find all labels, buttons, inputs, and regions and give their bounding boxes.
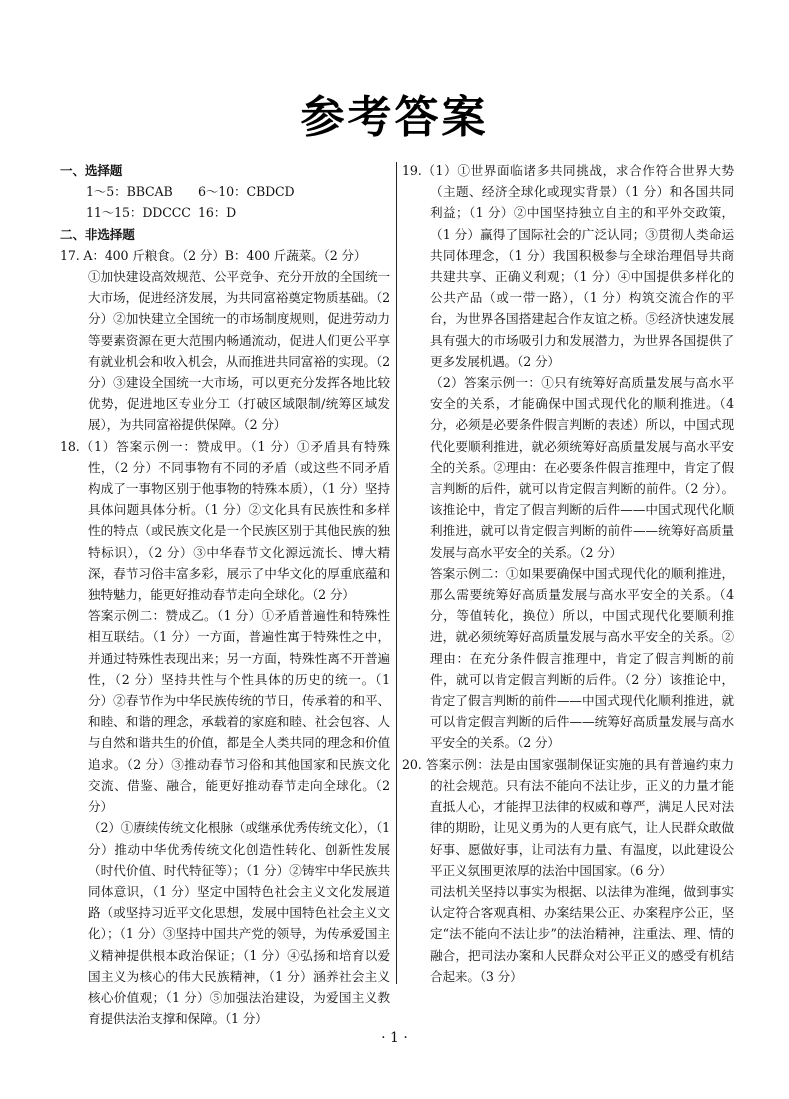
choice-answers-row-2 xyxy=(60,202,390,223)
section-heading-non-choice: 二、非选择题 xyxy=(60,226,135,242)
question-17-answer: ①加快建设高效规范、公平竞争、充分开放的全国统一大市场，促进经济发展，为共同富裕奠定物质基础。（2 分）②加快建立全国统一的市场制度规则，促进劳动力等要素资源在更大范围内畅通流动，促进人们更公平享有就业机会和收入机会，从而推进共同富裕的实现。（2 分）③建设全国统一大市场，可以更充分发挥各地比较优势，促进地区专业分工（打破区域限制/统筹区域发展），为共同富裕提供保障。（2 分） xyxy=(88,269,390,433)
section-heading-choice: 一、选择题 xyxy=(60,163,123,178)
question-18-answer-2: （2）①赓续传统文化根脉（或继承优秀传统文化），（1 分）推动中华优秀传统文化创造性转化、创新性发展（时代价值、时代特征等）；（1 分）②铸牢中华民族共同体意识，（1 分）坚定中国特色社会主义文化发展道路（或坚持习近平文化思想，发展中国特色社会主义文化）；（1 分）③坚持中国共产党的领导，为传承爱国主义精神提供根本政治保证；（1 分）④弘扬和培育以爱国主义为核心的伟大民族精神，（1 分）涵养社会主义核心价值观；（1 分）⑤加强法治建设，为爱国主义教育提供法治支撑和保障。（1 分） xyxy=(88,820,390,1027)
page-title: 参考答案 xyxy=(300,92,489,143)
choice-answer: 1～5：BBCAB xyxy=(86,184,173,200)
column-divider xyxy=(396,162,397,984)
question-19-answer-2-example-2: 答案示例二：①如果要确保中国式现代化的顺利推进，那么需要统筹好高质量发展与高水平安全的关系。（4 分，等值转化，换位）所以，中国式现代化要顺利推进，就必须统筹好高质量发展与高水平安全的关系。②理由：在充分条件假言推理中，肯定了假言判断的前件，就可以肯定假言判断的后件。（2 分）该推论中，肯定了假言判断的前件——中国式现代化顺利推进，就可以肯定假言判断的后件——统筹好高质量发展与高水平安全的关系。（2 分） xyxy=(430,565,734,751)
choice-answer: 11～15：DDCCC xyxy=(86,205,191,221)
choice-answer: 16：D xyxy=(198,205,237,221)
question-18-answer-1: 18.（1）答案示例一：赞成甲。（1 分）①矛盾具有特殊性，（2 分）不同事物有不同的矛盾（或这些不同矛盾构成了一事物区别于他事物的特殊本质），（1 分）坚持具体问题具体分析。（1 分）②文化具有民族性和多样性的特点（或民族文化是一个民族区别于其他民族的独特标识），（2 分）③中华春节文化源远流长、博大精深，春节习俗丰富多彩，展示了中华文化的厚重底蕴和独特魅力，能更好推动春节走向全球化。（2 分） xyxy=(60,438,390,603)
right-column xyxy=(402,160,734,987)
question-17-first-line: 17. A：400 斤粮食。（2 分）B：400 斤蔬菜。（2 分） xyxy=(60,247,367,263)
question-20-answer: 20. 答案示例：法是由国家强制保证实施的具有普遍约束力的社会规范。只有法不能向不法让步，正义的力量才能直抵人心，才能捍卫法律的权威和尊严，满足人民对法律的期盼，让见义勇为的人更有底气，让人民群众敢做好事、愿做好事，让司法有力量、有温度，以此建设公平正义氛围更浓厚的法治中国国家。（6 分） xyxy=(402,756,734,878)
question-19-answer-1: 19.（1）①世界面临诸多共同挑战，求合作符合世界大势（主题、经济全球化或现实背景）（1 分）和各国共同利益；（1 分）②中国坚持独立自主的和平外交政策，（1 分）赢得了国际社会的广泛认同；③贯彻人类命运共同体理念，（1 分）我国积极参与全球治理倡导共商共建共享、正确义利观；（1 分）④中国提供多样化的公共产品（或一带一路），（1 分）构筑交流合作的平台，为世界各国搭建起合作友谊之桥。⑤经济快速发展具有强大的市场吸引力和发展潜力，为世界各国提供了更多发展机遇。（2 分） xyxy=(402,163,734,369)
question-20-answer-continued: 司法机关坚持以事实为根据、以法律为准绳，做到事实认定符合客观真相、办案结果公正、办案程序公正，坚定“法不能向不法让步”的法治精神，注重法、理、情的融合，把司法办案和人民群众对公平正义的感受有机结合起来。（3 分） xyxy=(430,883,734,984)
choice-answer: 6～10：CBDCD xyxy=(198,184,295,200)
question-19-answer-2-example-1: （2）答案示例一：①只有统筹好高质量发展与高水平安全的关系，才能确保中国式现代化的顺利推进。（4 分，必须是必要条件假言判断的表述）所以，中国式现代化要顺利推进，就必须统筹好高质量发展与高水平安全的关系。②理由：在必要条件假言推理中，肯定了假言判断的后件，就可以肯定假言判断的前件。（2 分）。该推论中，肯定了假言判断的后件——中国式现代化顺利推进，就可以肯定假言判断的前件——统筹好高质量发展与高水平安全的关系。（2 分） xyxy=(430,375,734,560)
page-number: · 1 · xyxy=(381,1030,408,1046)
question-18-answer-example-2: 答案示例二：赞成乙。（1 分）①矛盾普遍性和特殊性相互联结。（1 分）一方面，普遍性寓于特殊性之中，并通过特殊性表现出来；另一方面，特殊性离不开普遍性，（2 分）坚持共性与个性具体的历史的统一。（1 分）②春节作为中华民族传统的节日，传承着的和平、和睦、和谐的理念，承载着的家庭和睦、社会包容、人与自然和谐共生的价值，都是全人类共同的理念和价值追求。（2 分）③推动春节习俗和其他国家和民族文化交流、借鉴、融合，能更好推动春节走向全球化。（2 分） xyxy=(88,608,390,815)
choice-answers-row-1 xyxy=(60,181,390,202)
left-column xyxy=(60,160,390,1029)
